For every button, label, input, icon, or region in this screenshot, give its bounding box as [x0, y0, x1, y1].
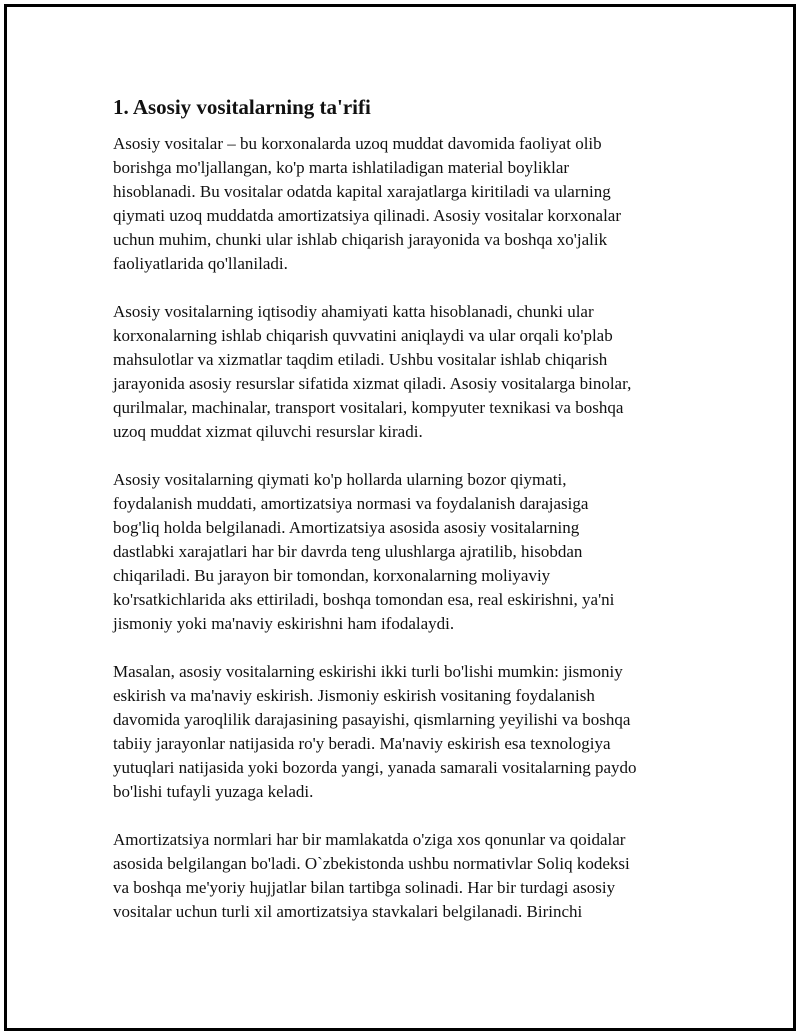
document-body — [113, 86, 693, 948]
paragraph-amortization-norms: Amortizatsiya normlari har bir mamlakatda o'ziga xos qonunlar va qoidalar asosida belgilangan bo'ladi. O`zbekistonda ushbu normativlar Soliq kodeksi va boshqa me'yoriy hujjatlar bilan tartibga solinadi. Har bir turdagi asosiy vositalar uchun turli xil amortizatsiya stavkalari belgilanadi. Birinchi — [113, 830, 630, 921]
paragraph-definition: Asosiy vositalar – bu korxonalarda uzoq muddat davomida faoliyat olib borishga mo'ljallangan, ko'p marta ishlatiladigan material boyliklar hisoblanadi. Bu vositalar odatda kapital xarajatlarga kiritiladi va ularning qiymati uzoq muddatda amortizatsiya qilinadi. Asosiy vositalar korxonalar uchun muhim, chunki ular ishlab chiqarish jarayonida va boshqa xo'jalik faoliyatlarida qo'llaniladi. — [113, 134, 621, 273]
paragraph-depreciation-types: Masalan, asosiy vositalarning eskirishi ikki turli bo'lishi mumkin: jismoniy eskirish va ma'naviy eskirish. Jismoniy eskirish vositaning foydalanish davomida yaroqlilik darajasining pasayishi, qismlarning yeyilishi va boshqa tabiiy jarayonlar natijasida ro'y beradi. Ma'naviy eskirish esa texnologiya yutuqlari natijasida yoki bozorda yangi, yanada samarali vositalarning paydo bo'lishi tufayli yuzaga keladi. — [113, 662, 637, 801]
paragraph-valuation: Asosiy vositalarning qiymati ko'p hollarda ularning bozor qiymati, foydalanish muddati, amortizatsiya normasi va foydalanish darajasiga bog'liq holda belgilanadi. Amortizatsiya asosida asosiy vositalarning dastlabki xarajatlari har bir davrda teng ulushlarga ajratilib, hisobdan chiqariladi. Bu jarayon bir tomondan, korxonalarning moliyaviy ko'rsatkichlarida aks ettiriladi, boshqa tomondan esa, real eskirishni, ya'ni jismoniy yoki ma'naviy eskirishni ham ifodalaydi. — [113, 470, 615, 633]
section-heading: 1. Asosiy vositalarning ta'rifi — [113, 95, 371, 119]
paragraph-economic-importance: Asosiy vositalarning iqtisodiy ahamiyati katta hisoblanadi, chunki ular korxonalarning ishlab chiqarish quvvatini aniqlaydi va ular orqali ko'plab mahsulotlar va xizmatlar taqdim etiladi. Ushbu vositalar ishlab chiqarish jarayonida asosiy resurslar sifatida xizmat qiladi. Asosiy vositalarga binolar, qurilmalar, machinalar, transport vositalari, kompyuter texnikasi va boshqa uzoq muddat xizmat qiluvchi resurslar kiradi. — [113, 302, 632, 441]
